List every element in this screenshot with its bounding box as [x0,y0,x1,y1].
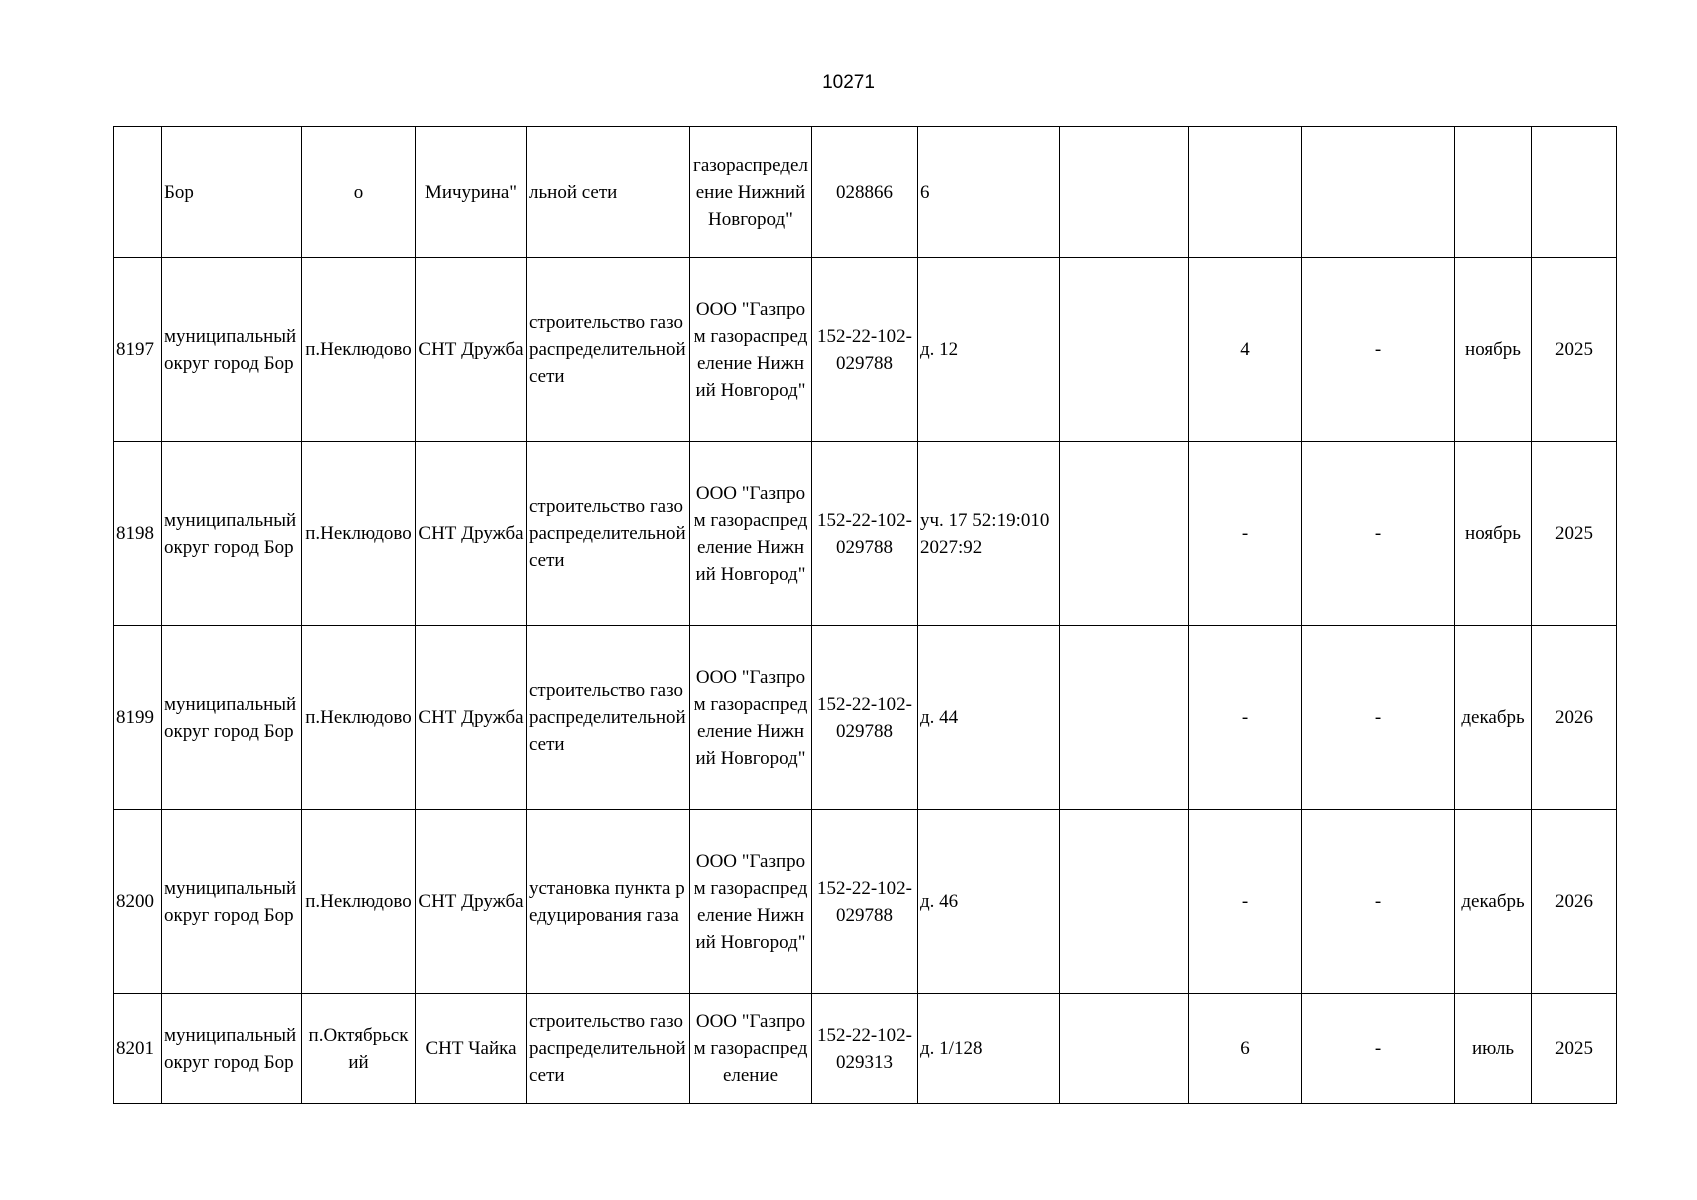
district-cell: муниципальный округ город Бор [162,626,302,810]
page-number: 10271 [822,72,875,93]
year-cell: 2026 [1532,626,1617,810]
empty-cell [1060,994,1189,1104]
locality-cell: о [302,127,416,258]
table-row [114,810,1617,994]
count-cell: - [1189,810,1302,994]
month-cell: декабрь [1455,810,1532,994]
table-row [114,127,1617,258]
locality-cell: п.Октябрьский [302,994,416,1104]
organization-cell: газораспределение Нижний Новгород" [690,127,812,258]
month-cell [1455,127,1532,258]
street-cell: Мичурина" [416,127,527,258]
year-cell: 2025 [1532,442,1617,626]
month-cell: декабрь [1455,626,1532,810]
address-cell: д. 44 [918,626,1060,810]
dash-cell: - [1302,442,1455,626]
contract-number-cell: 028866 [812,127,918,258]
contract-number-cell: 152-22-102-029788 [812,810,918,994]
count-cell: - [1189,626,1302,810]
month-cell: ноябрь [1455,442,1532,626]
contract-number-cell: 152-22-102-029788 [812,258,918,442]
district-cell: муниципальный округ город Бор [162,994,302,1104]
row-number: 8200 [114,810,162,994]
table-row [114,626,1617,810]
work-type-cell: строительство газораспределительной сети [527,994,690,1104]
works-table [113,126,1617,1104]
district-cell: муниципальный округ город Бор [162,258,302,442]
empty-cell [1060,442,1189,626]
dash-cell: - [1302,994,1455,1104]
work-type-cell: установка пункта редуцирования газа [527,810,690,994]
district-cell: муниципальный округ город Бор [162,810,302,994]
locality-cell: п.Неклюдово [302,442,416,626]
year-cell [1532,127,1617,258]
dash-cell: - [1302,810,1455,994]
row-number: 8198 [114,442,162,626]
count-cell: 6 [1189,994,1302,1104]
street-cell: СНТ Дружба [416,258,527,442]
contract-number-cell: 152-22-102-029313 [812,994,918,1104]
dash-cell: - [1302,258,1455,442]
count-cell: - [1189,442,1302,626]
dash-cell [1302,127,1455,258]
address-cell: д. 1/128 [918,994,1060,1104]
row-number: 8201 [114,994,162,1104]
contract-number-cell: 152-22-102-029788 [812,626,918,810]
empty-cell [1060,127,1189,258]
locality-cell: п.Неклюдово [302,810,416,994]
table-row [114,994,1617,1104]
address-cell: 6 [918,127,1060,258]
address-cell: уч. 17 52:19:0102027:92 [918,442,1060,626]
count-cell [1189,127,1302,258]
street-cell: СНТ Чайка [416,994,527,1104]
street-cell: СНТ Дружба [416,442,527,626]
work-type-cell: строительство газораспределительной сети [527,258,690,442]
table-row [114,258,1617,442]
month-cell: ноябрь [1455,258,1532,442]
empty-cell [1060,626,1189,810]
count-cell: 4 [1189,258,1302,442]
address-cell: д. 12 [918,258,1060,442]
empty-cell [1060,258,1189,442]
month-cell: июль [1455,994,1532,1104]
locality-cell: п.Неклюдово [302,626,416,810]
organization-cell: ООО "Газпром газораспределение Нижний Новгород" [690,626,812,810]
row-number: 8197 [114,258,162,442]
dash-cell: - [1302,626,1455,810]
organization-cell: ООО "Газпром газораспределение Нижний Новгород" [690,442,812,626]
year-cell: 2026 [1532,810,1617,994]
street-cell: СНТ Дружба [416,810,527,994]
work-type-cell: строительство газораспределительной сети [527,442,690,626]
table-row [114,442,1617,626]
address-cell: д. 46 [918,810,1060,994]
contract-number-cell: 152-22-102-029788 [812,442,918,626]
work-type-cell: строительство газораспределительной сети [527,626,690,810]
year-cell: 2025 [1532,258,1617,442]
empty-cell [1060,810,1189,994]
district-cell: Бор [162,127,302,258]
organization-cell: ООО "Газпром газораспределение Нижний Новгород" [690,258,812,442]
row-number [114,127,162,258]
year-cell: 2025 [1532,994,1617,1104]
locality-cell: п.Неклюдово [302,258,416,442]
work-type-cell: льной сети [527,127,690,258]
street-cell: СНТ Дружба [416,626,527,810]
organization-cell: ООО "Газпром газораспределение Нижний Новгород" [690,810,812,994]
organization-cell: ООО "Газпром газораспределение [690,994,812,1104]
row-number: 8199 [114,626,162,810]
district-cell: муниципальный округ город Бор [162,442,302,626]
